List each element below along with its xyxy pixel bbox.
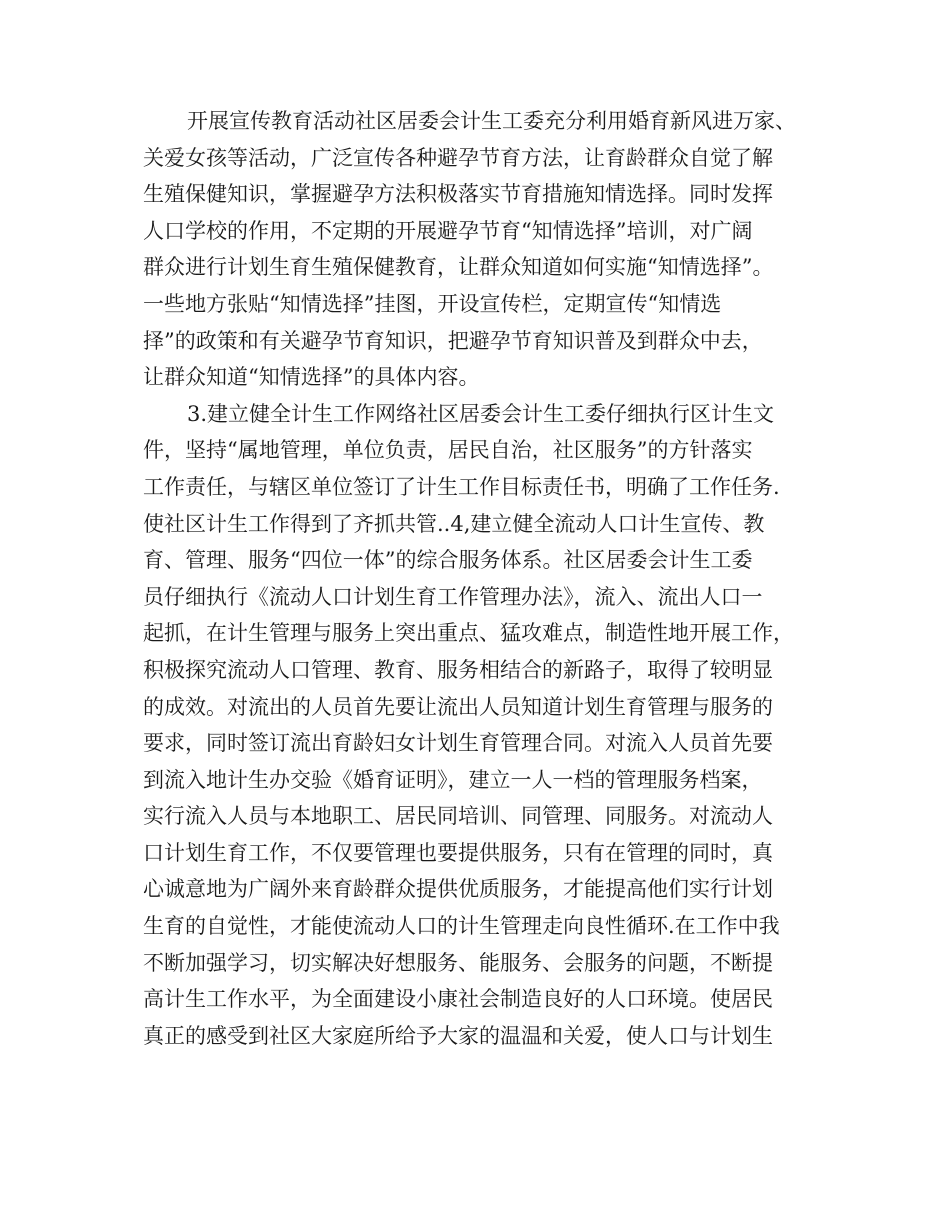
text-line: 生殖保健知识，掌握避孕方法积极落实节育措施知情选择。同时发挥 — [143, 182, 773, 207]
text-line: 起抓，在计生管理与服务上突出重点、猛攻难点，制造性地开展工作， — [143, 621, 794, 646]
text-line: 使社区计生工作得到了齐抓共管..4,建立健全流动人口计生宣传、教 — [143, 511, 765, 536]
text-line: 人口学校的作用，不定期的开展避孕节育“知情选择”培训，对广阔 — [143, 218, 753, 243]
paragraph-2 — [143, 396, 823, 1055]
text-line: 工作责任，与辖区单位签订了计生工作目标责任书，明确了工作任务. — [143, 474, 780, 499]
text-line: 要求，同时签订流出育龄妇女计划生育管理合同。对流入人员首先要 — [143, 731, 773, 756]
text-line: 心诚意地为广阔外来育龄群众提供优质服务，才能提高他们实行计划 — [143, 877, 773, 902]
text-line: 积极探究流动人口管理、教育、服务相结合的新路子，取得了较明显 — [143, 657, 773, 682]
text-line: 群众进行计划生育生殖保健教育，让群众知道如何实施“知情选择”。 — [143, 255, 774, 280]
text-line: 口计划生育工作，不仅要管理也要提供服务，只有在管理的同时，真 — [143, 840, 773, 865]
paragraph-1 — [143, 103, 823, 396]
text-line: 高计生工作水平，为全面建设小康社会制造良好的人口环境。使居民 — [143, 987, 773, 1012]
text-line: 件，坚持“属地管理，单位负责，居民自治，社区服务”的方针落实 — [143, 438, 753, 463]
document-body — [143, 103, 823, 1054]
text-line: 育、管理、服务“四位一体”的综合服务体系。社区居委会计生工委 — [143, 548, 753, 573]
text-line: 的成效。对流出的人员首先要让流出人员知道计划生育管理与服务的 — [143, 694, 773, 719]
text-line: 3.建立健全计生工作网络社区居委会计生工委仔细执行区计生文 — [187, 401, 775, 426]
text-line: 实行流入人员与本地职工、居民同培训、同管理、同服务。对流动人 — [143, 804, 773, 829]
text-line: 到流入地计生办交验《婚育证明》，建立一人一档的管理服务档案， — [143, 767, 763, 792]
text-line: 开展宣传教育活动社区居委会计生工委充分利用婚育新风进万家、 — [187, 109, 796, 133]
text-line: 关爱女孩等活动，广泛宣传各种避孕节育方法，让育龄群众自觉了解 — [143, 145, 773, 170]
text-line: 真正的感受到社区大家庭所给予大家的温温和关爱，使人口与计划生 — [143, 1023, 773, 1048]
text-line: 一些地方张贴“知情选择”挂图，开设宣传栏，定期宣传“知情选 — [143, 291, 722, 316]
text-line: 让群众知道“知情选择”的具体内容。 — [143, 365, 480, 390]
text-line: 择”的政策和有关避孕节育知识，把避孕节育知识普及到群众中去， — [143, 328, 763, 353]
text-line: 员仔细执行《流动人口计划生育工作管理办法》，流入、流出人口一 — [143, 584, 763, 609]
text-line: 不断加强学习，切实解决好想服务、能服务、会服务的问题，不断提 — [143, 950, 773, 975]
text-line: 生育的自觉性，才能使流动人口的计生管理走向良性循环.在工作中我 — [143, 914, 780, 939]
